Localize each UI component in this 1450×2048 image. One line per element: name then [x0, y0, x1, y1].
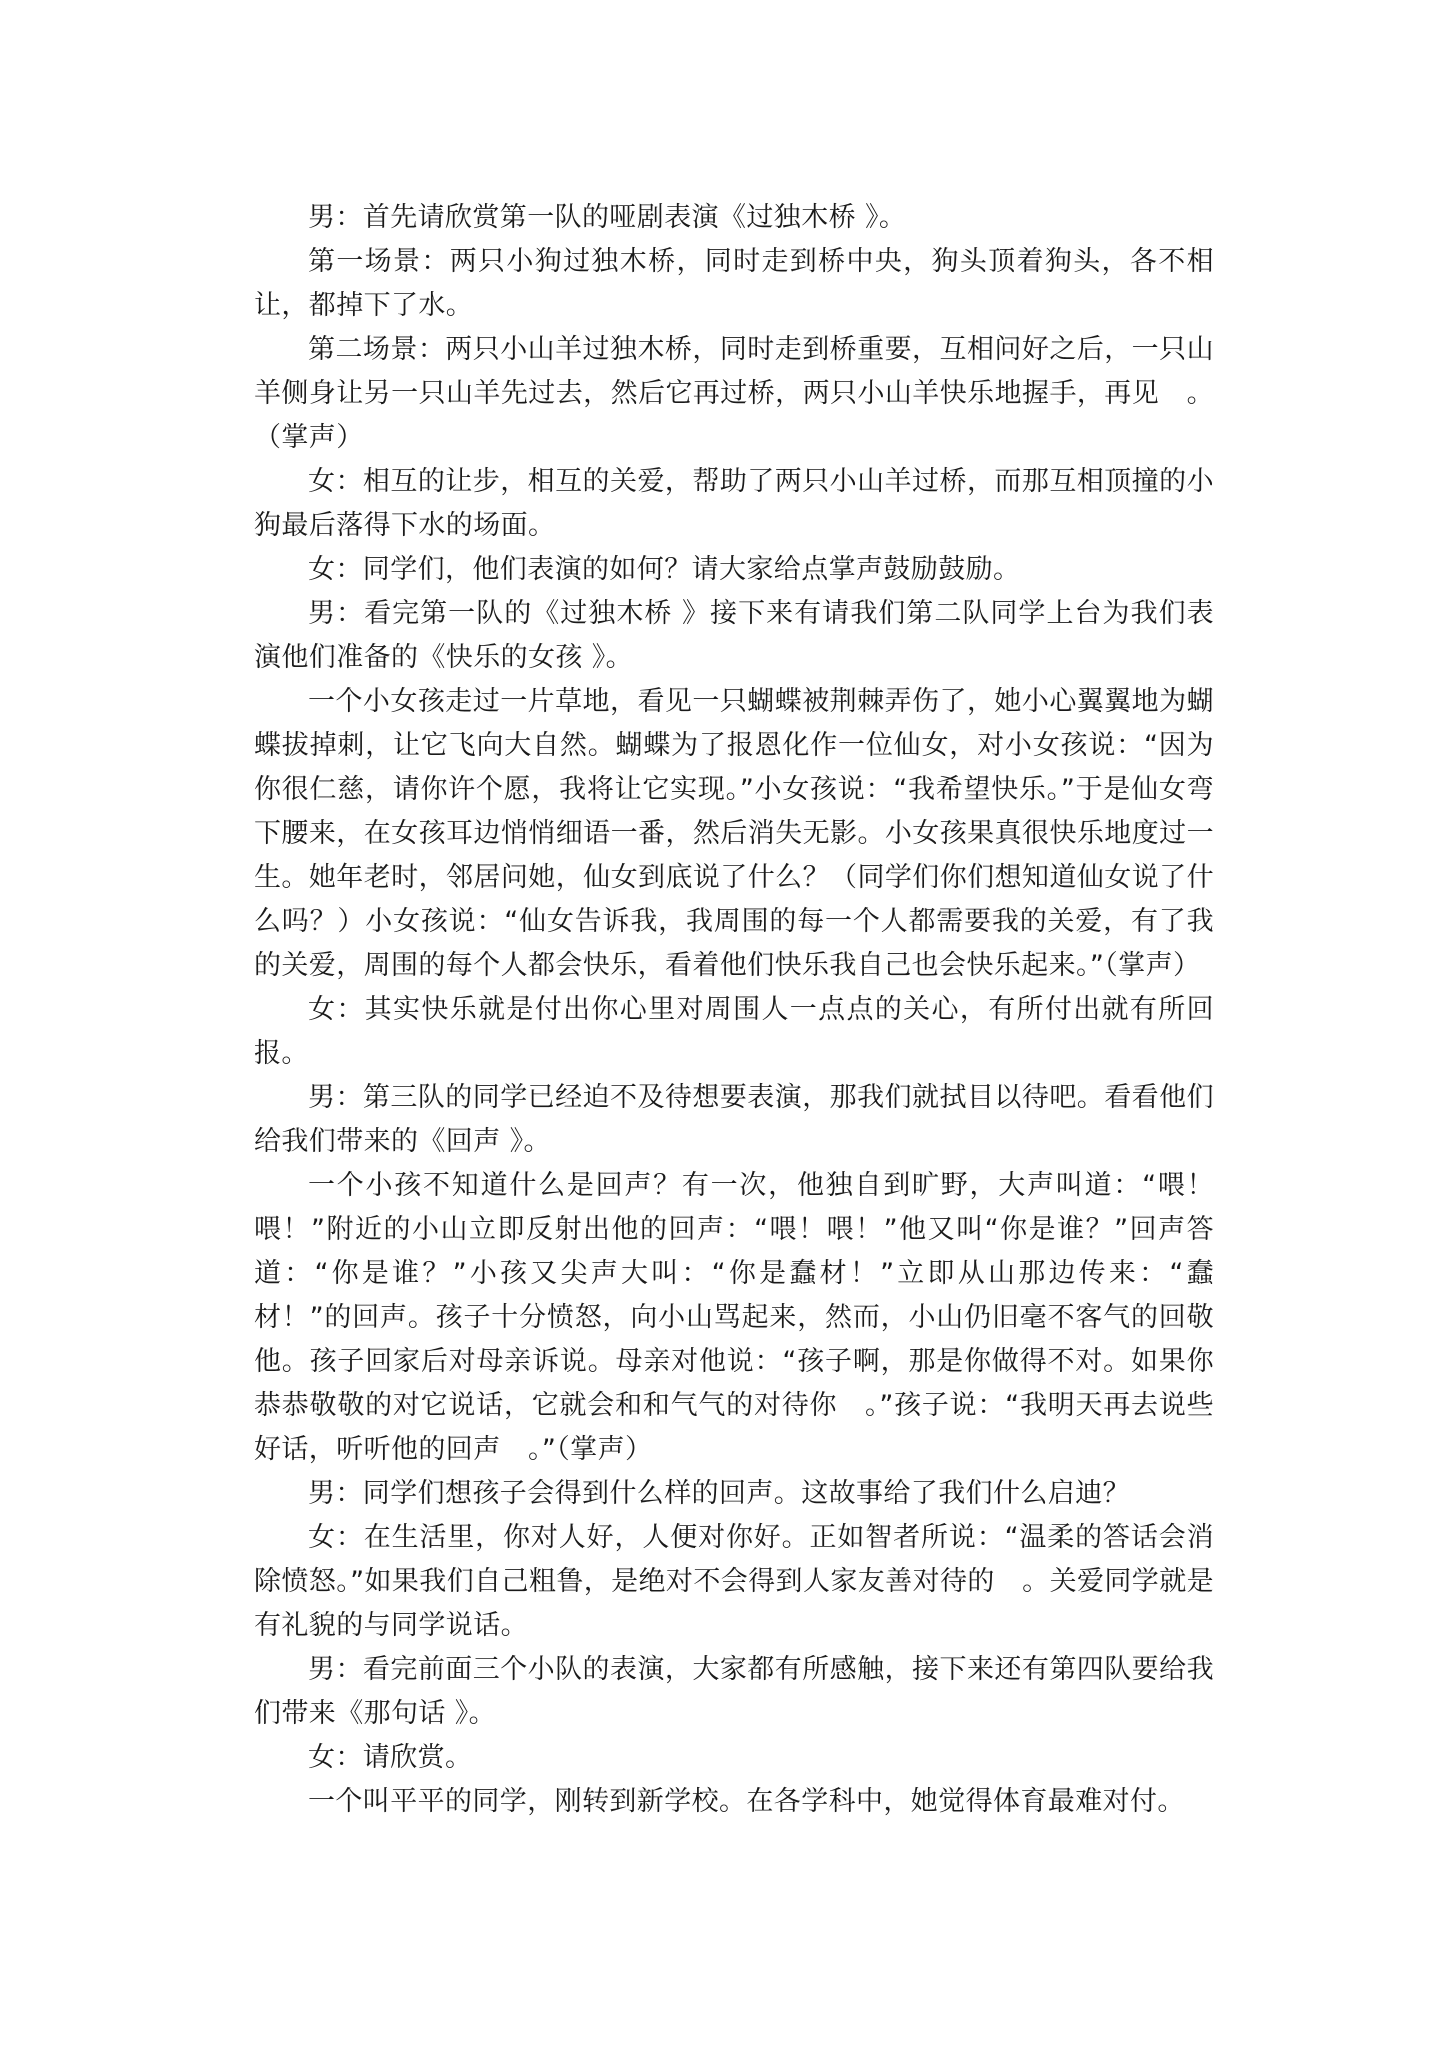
paragraph-female-please-enjoy: 女：请欣赏。: [308, 1742, 473, 1773]
paragraph-echo-story: 一个小孩不知道什么是回声？有一次，他独自到旷野，大声叫道：“喂！喂！”附近的小山立即反射出他的回声：“喂！喂！”他又叫“你是谁？”回声答道：“你是谁？”小孩又尖声大叫：“你是蠢材！”立即从山那边传来：“蠢材！”的回声。孩子十分愤怒，向小山骂起来，然而，小山仍旧毫不客气的回敬他。孩子回家后对母亲诉说。母亲对他说：“孩子啊，那是你做得不对。如果你恭恭敬敬的对它说话，它就会和和气气的对待你 。”孩子说：“我明天再去说些好话，听听他的回声 。”（掌声）: [254, 1170, 1214, 1465]
paragraph-male-question: 男：同学们想孩子会得到什么样的回声。这故事给了我们什么启迪？: [308, 1478, 1130, 1509]
paragraph-male-intro-team-four: 男：看完前面三个小队的表演，大家都有所感触，接下来还有第四队要给我们带来《那句话 》。: [254, 1654, 1214, 1729]
paragraph-pingping-story: 一个叫平平的同学，刚转到新学校。在各学科中，她觉得体育最难对付。: [308, 1786, 1185, 1817]
document-page: [254, 196, 1214, 1824]
paragraph-female-comment-2: 女：同学们，他们表演的如何？请大家给点掌声鼓励鼓励。: [308, 554, 1021, 585]
paragraph-female-comment-3: 女：其实快乐就是付出你心里对周围人一点点的关心，有所付出就有所回报。: [254, 994, 1214, 1069]
paragraph-scene-two: 第二场景：两只小山羊过独木桥，同时走到桥重要，互相问好之后，一只山羊侧身让另一只山羊先过去，然后它再过桥，两只小山羊快乐地握手，再见 。（掌声）: [254, 334, 1214, 453]
paragraph-male-intro-team-three: 男：第三队的同学已经迫不及待想要表演，那我们就拭目以待吧。看看他们给我们带来的《回声 》。: [254, 1082, 1214, 1157]
paragraph-happy-girl-story: 一个小女孩走过一片草地，看见一只蝴蝶被荆棘弄伤了，她小心翼翼地为蝴蝶拔掉刺，让它飞向大自然。蝴蝶为了报恩化作一位仙女，对小女孩说：“因为你很仁慈，请你许个愿，我将让它实现。”小女孩说：“我希望快乐。”于是仙女弯下腰来，在女孩耳边悄悄细语一番，然后消失无影。小女孩果真很快乐地度过一生。她年老时，邻居问她，仙女到底说了什么？（同学们你们想知道仙女说了什么吗？）小女孩说：“仙女告诉我，我周围的每一个人都需要我的关爱，有了我的关爱，周围的每个人都会快乐，看着他们快乐我自己也会快乐起来。”（掌声）: [254, 686, 1214, 981]
paragraph-female-comment-4: 女：在生活里，你对人好，人便对你好。正如智者所说：“温柔的答话会消除愤怒。”如果我们自己粗鲁，是绝对不会得到人家友善对待的 。关爱同学就是有礼貌的与同学说话。: [254, 1522, 1214, 1641]
paragraph-skit-intro: 男：首先请欣赏第一队的哑剧表演《过独木桥 》。: [308, 202, 907, 233]
paragraph-male-intro-team-two: 男：看完第一队的《过独木桥 》接下来有请我们第二队同学上台为我们表演他们准备的《快乐的女孩 》。: [254, 598, 1214, 673]
paragraph-scene-one: 第一场景：两只小狗过独木桥，同时走到桥中央，狗头顶着狗头，各不相让，都掉下了水。: [254, 246, 1214, 321]
paragraph-female-comment-1: 女：相互的让步，相互的关爱，帮助了两只小山羊过桥，而那互相顶撞的小狗最后落得下水的场面。: [254, 466, 1214, 541]
